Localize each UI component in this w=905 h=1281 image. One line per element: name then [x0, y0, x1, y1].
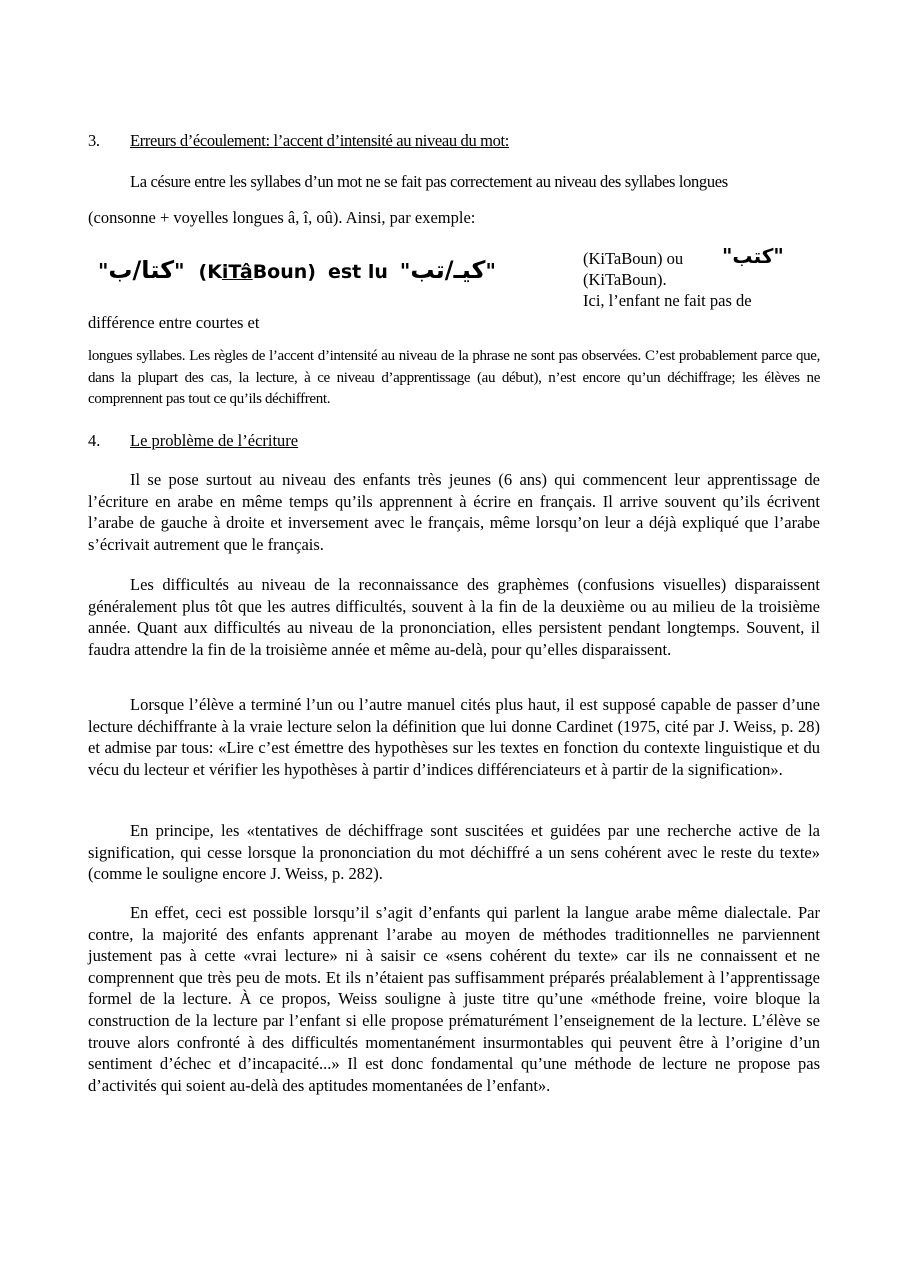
close-quote: ": [174, 259, 185, 283]
open-quote: ": [98, 259, 109, 283]
section-4-paragraph-3: Lorsque l’élève a terminé l’un ou l’autre manuel cités plus haut, il est supposé capable de passer d’une lecture déchiffrante à la vraie lecture selon la définition que lui donne Cardinet (1975, cité par J. Weiss, p. 28) et admise par tous: «Lire c’est émettre des hypothèses sur les textes en fonction du contexte linguistique et du vécu du lecteur et vérifier les hypothèses à partir d’indices différenciateurs et à partir de la signification».: [88, 695, 820, 779]
section-4-title: Le problème de l’écriture: [130, 431, 299, 450]
section-3-title: Erreurs d’écoulement: l’accent d’intensité au niveau du mot:: [130, 131, 509, 150]
section-4-paragraph-5: En effet, ceci est possible lorsqu’il s’agit d’enfants qui parlent la langue arabe même dialectale. Par contre, la majorité des enfants apprenant l’arabe au moyen de méthodes traditionnelles ne parviennent justement pas à cette «vrai lecture» ni à saisir ce «sens cohérent du texte» car ils ne connaissent et ne comprennent que très peu de mots. Et ils n’étaient pas suffisamment préparés préalablement à l’apprentissage formel de la lecture. À ce propos, Weiss souligne à juste titre qu’une «méthode freine, voire bloque la construction de la lecture par l’enfant si elle propose prématurément l’enseignement de la lecture. L’élève se trouve alors confronté à des difficultés momentanément insurmontables qui peuvent être à l’origine d’un sentiment d’échec et d’incapacité...» Il est donc fondamental qu’une méthode de lecture ne propose pas d’activités qui soient au-delà des aptitudes momentanées de l’enfant».: [88, 903, 820, 1095]
example-row: [98, 256, 496, 288]
read-as-text: est lu: [327, 261, 388, 283]
arabic-word-split-1: كتا/ب: [108, 256, 175, 284]
section-4-paragraph-2: Les difficultés au niveau de la reconnaissance des graphèmes (confusions visuelles) disparaissent généralement plus tôt que les autres difficultés, souvent à la fin de la deuxième ou au milieu de la troisième année. Quant aux difficultés au niveau de la prononciation, elles persistent pendant longtemps. Souvent, il faudra attendre la fin de la troisième année et même au-delà, pour qu’elles disparaissent.: [88, 575, 820, 659]
close-quote-2: ": [485, 259, 496, 283]
example-right-line-1: (KiTaBoun) ou: [583, 249, 684, 268]
arabic-word-3-wrap: "كتب": [722, 244, 784, 268]
example-right-line-2: (KiTaBoun).: [583, 270, 667, 289]
continuation-line: différence entre courtes et: [88, 313, 260, 332]
arabic-word-3: كتب: [732, 244, 774, 268]
section-3-number: 3.: [88, 131, 100, 150]
section-3-paragraph-end: longues syllabes. Les règles de l’accent d’intensité au niveau de la phrase ne sont pas observées. C’est probablement parce que, dans la plupart des cas, la lecture, à ce niveau d’apprentissage (au début), n’est encore qu’un déchiffrage; les élèves ne comprennent pas tout ce qu’ils déchiffrent.: [88, 348, 820, 408]
section-3-intro-line-2: (consonne + voyelles longues â, î, oû). Ainsi, par exemple:: [88, 208, 476, 227]
transliteration: (KiTâBoun): [198, 261, 316, 283]
section-4-number: 4.: [88, 431, 101, 450]
section-3-intro-line-1: La césure entre les syllabes d’un mot ne se fait pas correctement au niveau des syllabes longues: [130, 172, 728, 191]
arabic-word-split-2: كيـ/تب: [410, 256, 486, 284]
section-4-paragraph-1: Il se pose surtout au niveau des enfants très jeunes (6 ans) qui commencent leur apprentissage de l’écriture en arabe en même temps qu’ils apprennent à écrire en français. Il arrive souvent qu’ils écrivent l’arabe de gauche à droite et inversement avec le français, même lorsqu’on leur a déjà expliqué que l’arabe s’écrivait autrement que le français.: [88, 470, 820, 554]
example-right-line-3: Ici, l’enfant ne fait pas de: [583, 291, 752, 310]
open-quote-2: ": [399, 259, 411, 283]
section-4-paragraph-4: En principe, les «tentatives de déchiffrage sont suscitées et guidées par une recherche active de la signification, qui cesse lorsque la prononciation du mot déchiffré a un sens cohérent avec le reste du texte» (comme le souligne encore J. Weiss, p. 282).: [88, 821, 820, 884]
